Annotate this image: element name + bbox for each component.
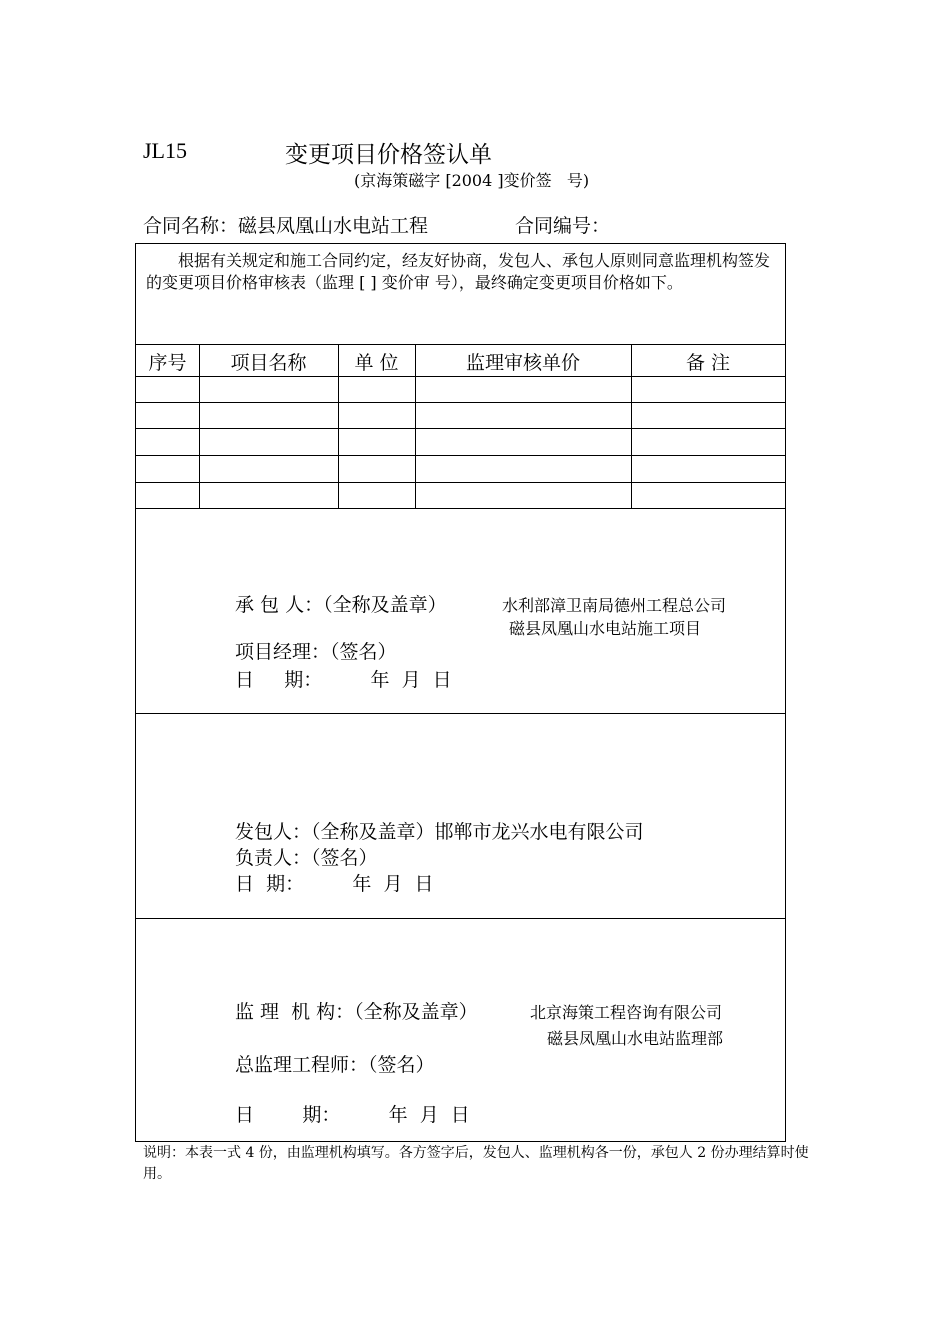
- contract-number-label: 合同编号：: [515, 215, 611, 237]
- table-row-rule: [136, 482, 785, 483]
- column-header-item-name: 项目名称: [230, 352, 307, 374]
- contractor-label: 承 包 人：（全称及盖章）: [235, 594, 447, 616]
- contractor-company-line1: 水利部漳卫南局德州工程总公司: [502, 596, 727, 615]
- intro-paragraph: 根据有关规定和施工合同约定，经友好协商，发包人、承包人原则同意监理机构签发的变更项目价格审核表（监理 [ ] 变价审 号），最终确定变更项目价格如下。: [146, 251, 771, 292]
- table-row-rule: [136, 402, 785, 403]
- supervisor-company-line2: 磁县凤凰山水电站监理部: [547, 1029, 724, 1048]
- column-header-remarks: 备 注: [685, 352, 731, 374]
- supervisor-label: 监 理 机 构：（全称及盖章）: [235, 1001, 478, 1023]
- employer-date: 日 期： 年 月 日: [235, 873, 434, 895]
- section-divider: [136, 713, 785, 714]
- table-top-rule: [136, 344, 785, 345]
- column-header-index: 序号: [148, 352, 187, 374]
- column-header-unit: 单 位: [354, 352, 399, 374]
- project-manager-signature: 项目经理：（签名）: [235, 641, 397, 663]
- section-divider: [136, 918, 785, 919]
- table-row-rule: [136, 455, 785, 456]
- contract-name: 合同名称：磁县凤凰山水电站工程: [143, 215, 429, 237]
- contractor-company-line2: 磁县凤凰山水电站施工项目: [509, 619, 702, 638]
- table-row-rule: [136, 428, 785, 429]
- reference-number: (京海策磁字 [2004 ]变价签 号): [354, 171, 590, 190]
- column-header-price: 监理审核单价: [465, 352, 580, 374]
- employer-responsible-signature: 负责人：（签名）: [235, 847, 378, 869]
- footnote: 说明：本表一式 4 份，由监理机构填写。各方签字后，发包人、监理机构各一份，承包人 2 份办理结算时使用。: [143, 1145, 809, 1182]
- table-header-rule: [136, 376, 785, 377]
- employer-label: 发包人：（全称及盖章）邯郸市龙兴水电有限公司: [235, 821, 644, 843]
- form-frame: [135, 243, 786, 1142]
- page-title: 变更项目价格签认单: [285, 142, 492, 168]
- supervisor-date: 日 期： 年 月 日: [235, 1104, 470, 1126]
- contractor-date: 日 期： 年 月 日: [235, 669, 452, 691]
- form-code: JL15: [143, 138, 187, 163]
- table-bottom-rule: [136, 508, 785, 509]
- chief-supervisor-signature: 总监理工程师：（签名）: [235, 1054, 435, 1076]
- supervisor-company-line1: 北京海策工程咨询有限公司: [530, 1003, 723, 1022]
